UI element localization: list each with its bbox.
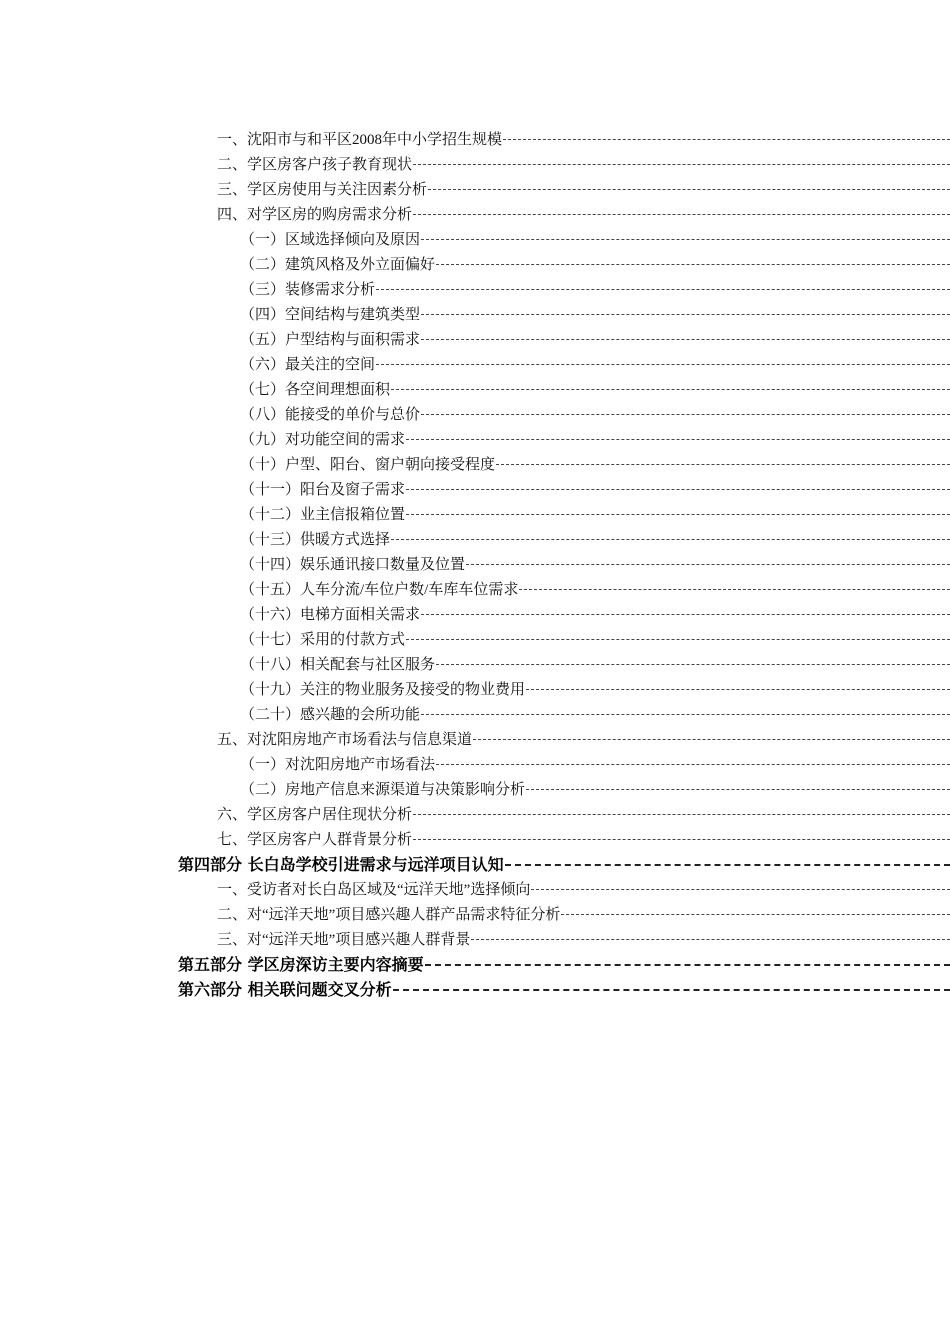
toc-subentry-payment[interactable] bbox=[0, 626, 950, 651]
toc-subentry-floor-plan[interactable] bbox=[0, 326, 950, 351]
toc-entry-text: 二、学区房客户孩子教育现状 bbox=[217, 157, 413, 173]
toc-part-title: 第五部分 学区房深访主要内容摘要 bbox=[178, 955, 424, 974]
toc-entry-text: （十四）娱乐通讯接口数量及位置 bbox=[240, 557, 466, 573]
dot-leader bbox=[526, 689, 950, 690]
toc-entry-text: 四、对学区房的购房需求分析 bbox=[217, 207, 413, 223]
dot-leader bbox=[376, 289, 950, 290]
toc-entry-text: 三、学区房使用与关注因素分析 bbox=[217, 182, 428, 198]
dot-leader bbox=[406, 639, 950, 640]
toc-subentry-key-space[interactable] bbox=[0, 351, 950, 376]
toc-subentry-elevator[interactable] bbox=[0, 601, 950, 626]
toc-subentry-property-service[interactable] bbox=[0, 676, 950, 701]
table-of-contents bbox=[0, 126, 950, 1001]
toc-entry-text: 二、对“远洋天地”项目感兴趣人群产品需求特征分析 bbox=[217, 907, 561, 923]
dot-leader bbox=[391, 539, 950, 540]
toc-entry-text: （十七）采用的付款方式 bbox=[240, 632, 406, 648]
toc-subentry-facilities[interactable] bbox=[0, 651, 950, 676]
toc-subentry-mailbox[interactable] bbox=[0, 501, 950, 526]
toc-entry-text: 三、对“远洋天地”项目感兴趣人群背景 bbox=[217, 932, 471, 948]
toc-entry-living-status[interactable] bbox=[0, 801, 950, 826]
dot-leader bbox=[496, 464, 950, 465]
toc-subentry-architecture-style[interactable] bbox=[0, 251, 950, 276]
dot-leader bbox=[561, 914, 950, 915]
toc-entry-text: （十三）供暖方式选择 bbox=[240, 532, 391, 548]
dot-leader bbox=[428, 189, 950, 190]
toc-entry-text: （四）空间结构与建筑类型 bbox=[240, 307, 421, 323]
toc-entry-text: 一、沈阳市与和平区2008年中小学招生规模 bbox=[217, 132, 503, 148]
toc-entry-children-education[interactable] bbox=[0, 151, 950, 176]
dot-leader bbox=[436, 764, 950, 765]
toc-entry-text: （八）能接受的单价与总价 bbox=[240, 407, 421, 423]
dot-leader bbox=[413, 214, 950, 215]
toc-entry-text: （三）装修需求分析 bbox=[240, 282, 376, 298]
toc-entry-text: （七）各空间理想面积 bbox=[240, 382, 391, 398]
dot-leader bbox=[391, 389, 950, 390]
toc-entry-text: （十八）相关配套与社区服务 bbox=[240, 657, 436, 673]
dot-leader bbox=[466, 564, 950, 565]
toc-part-five[interactable] bbox=[0, 951, 950, 976]
toc-subentry-heating[interactable] bbox=[0, 526, 950, 551]
dot-leader bbox=[413, 164, 950, 165]
toc-subentry-communication-ports[interactable] bbox=[0, 551, 950, 576]
dot-leader bbox=[413, 814, 950, 815]
dot-leader bbox=[406, 514, 950, 515]
toc-subentry-market-opinion[interactable] bbox=[0, 751, 950, 776]
dot-leader bbox=[421, 614, 950, 615]
dot-leader bbox=[413, 839, 950, 840]
toc-entry-product-demand[interactable] bbox=[0, 901, 950, 926]
toc-entry-text: （二十）感兴趣的会所功能 bbox=[240, 707, 421, 723]
toc-subentry-decoration[interactable] bbox=[0, 276, 950, 301]
toc-part-six[interactable] bbox=[0, 976, 950, 1001]
toc-subentry-region[interactable] bbox=[0, 226, 950, 251]
toc-entry-text: （十二）业主信报箱位置 bbox=[240, 507, 406, 523]
dot-leader bbox=[436, 264, 950, 265]
toc-entry-enrollment-scale[interactable] bbox=[0, 126, 950, 151]
toc-entry-text: （五）户型结构与面积需求 bbox=[240, 332, 421, 348]
toc-subentry-info-channels[interactable] bbox=[0, 776, 950, 801]
dot-leader bbox=[421, 714, 950, 715]
toc-entry-text: 六、学区房客户居住现状分析 bbox=[217, 807, 413, 823]
dot-leader bbox=[471, 939, 950, 940]
dot-leader bbox=[503, 139, 950, 140]
toc-part-title: 第四部分 长白岛学校引进需求与远洋项目认知 bbox=[178, 855, 504, 874]
toc-entry-text: （十一）阳台及窗子需求 bbox=[240, 482, 406, 498]
toc-subentry-space-structure[interactable] bbox=[0, 301, 950, 326]
dot-leader bbox=[406, 489, 950, 490]
toc-subentry-clubhouse[interactable] bbox=[0, 701, 950, 726]
toc-entry-text: （九）对功能空间的需求 bbox=[240, 432, 406, 448]
dot-leader bbox=[421, 339, 950, 340]
toc-entry-text: （十六）电梯方面相关需求 bbox=[240, 607, 421, 623]
toc-entry-text: （二）房地产信息来源渠道与决策影响分析 bbox=[240, 782, 526, 798]
dot-leader bbox=[473, 739, 950, 740]
toc-entry-text: （一）对沈阳房地产市场看法 bbox=[240, 757, 436, 773]
toc-entry-text: （一）区域选择倾向及原因 bbox=[240, 232, 421, 248]
toc-entry-text: 五、对沈阳房地产市场看法与信息渠道 bbox=[217, 732, 473, 748]
toc-entry-market-view[interactable] bbox=[0, 726, 950, 751]
toc-part-title: 第六部分 相关联问题交叉分析 bbox=[178, 980, 392, 999]
dot-leader bbox=[393, 989, 950, 991]
dot-leader bbox=[421, 314, 950, 315]
toc-subentry-balcony-window[interactable] bbox=[0, 476, 950, 501]
dot-leader bbox=[425, 964, 950, 966]
dot-leader bbox=[436, 664, 950, 665]
toc-entry-customer-background[interactable] bbox=[0, 826, 950, 851]
dot-leader bbox=[505, 864, 950, 866]
dot-leader bbox=[376, 364, 950, 365]
toc-entry-text: （二）建筑风格及外立面偏好 bbox=[240, 257, 436, 273]
toc-subentry-parking[interactable] bbox=[0, 576, 950, 601]
toc-entry-purchase-demand[interactable] bbox=[0, 201, 950, 226]
toc-entry-usage-factors[interactable] bbox=[0, 176, 950, 201]
toc-entry-text: （六）最关注的空间 bbox=[240, 357, 376, 373]
toc-entry-text: （十）户型、阳台、窗户朝向接受程度 bbox=[240, 457, 496, 473]
dot-leader bbox=[519, 589, 950, 590]
toc-subentry-orientation[interactable] bbox=[0, 451, 950, 476]
dot-leader bbox=[421, 239, 950, 240]
dot-leader bbox=[406, 439, 950, 440]
dot-leader bbox=[526, 789, 950, 790]
toc-entry-text: （十五）人车分流/车位户数/车库车位需求 bbox=[240, 582, 519, 598]
toc-entry-region-preference[interactable] bbox=[0, 876, 950, 901]
toc-subentry-price[interactable] bbox=[0, 401, 950, 426]
toc-entry-text: （十九）关注的物业服务及接受的物业费用 bbox=[240, 682, 526, 698]
toc-entry-text: 七、学区房客户人群背景分析 bbox=[217, 832, 413, 848]
toc-part-four[interactable] bbox=[0, 851, 950, 876]
toc-subentry-ideal-area[interactable] bbox=[0, 376, 950, 401]
dot-leader bbox=[531, 889, 950, 890]
dot-leader bbox=[421, 414, 950, 415]
toc-subentry-functional-space[interactable] bbox=[0, 426, 950, 451]
toc-entry-text: 一、受访者对长白岛区域及“远洋天地”选择倾向 bbox=[217, 882, 531, 898]
toc-entry-interested-background[interactable] bbox=[0, 926, 950, 951]
